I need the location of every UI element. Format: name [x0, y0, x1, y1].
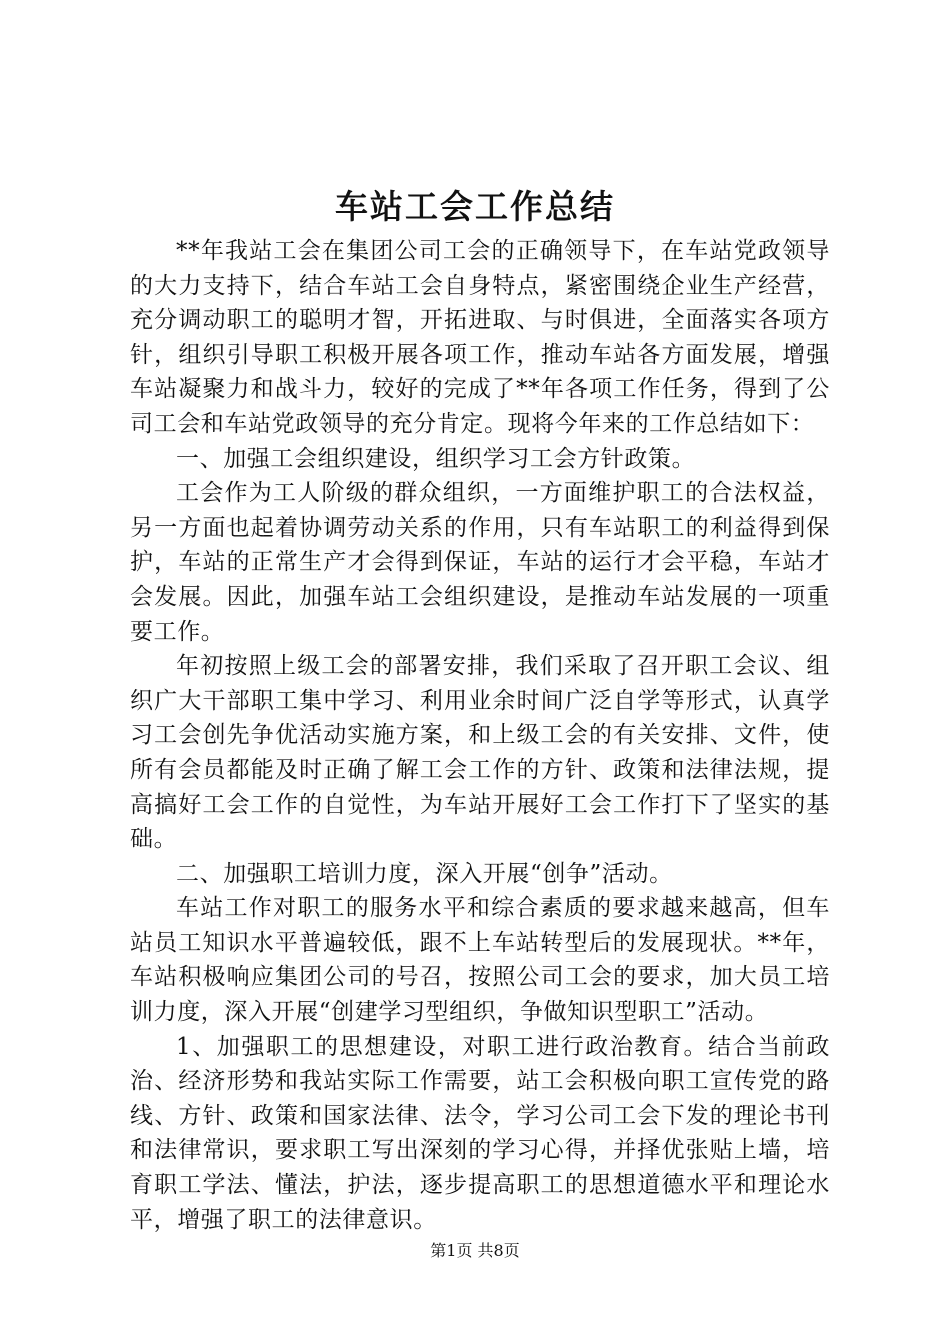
section-heading-1: 一、加强工会组织建设，组织学习工会方针政策。: [176, 445, 696, 472]
paragraph-training: 车站工作对职工的服务水平和综合素质的要求越来越高，但车站员工知识水平普遍较低，跟不上车站转型后的发展现状。**年，车站积极响应集团公司的号召，按照公司工会的要求，加大员工培训力度，深入开展“创建学习型组织，争做知识型职工”活动。: [130, 895, 830, 1026]
page-footer: 第1页 共8页: [430, 1241, 520, 1260]
section-heading-2: 二、加强职工培训力度，深入开展“创争”活动。: [176, 860, 673, 887]
paragraph-union-role: 工会作为工人阶级的群众组织，一方面维护职工的合法权益，另一方面也起着协调劳动关系的作用，只有车站职工的利益得到保护，车站的正常生产才会得到保证，车站的运行才会平稳，车站才会发展。因此，加强车站工会组织建设，是推动车站发展的一项重要工作。: [130, 480, 830, 645]
document-body: [130, 234, 830, 1237]
paragraph-intro: **年我站工会在集团公司工会的正确领导下，在车站党政领导的大力支持下，结合车站工会自身特点，紧密围绕企业生产经营，充分调动职工的聪明才智，开拓进取、与时俱进，全面落实各项方针，组织引导职工积极开展各项工作，推动车站各方面发展，增强车站凝聚力和战斗力，较好的完成了**年各项工作任务，得到了公司工会和车站党政领导的充分肯定。现将今年来的工作总结如下：: [130, 238, 830, 437]
paragraph-study-arrangement: 年初按照上级工会的部署安排，我们采取了召开职工会议、组织广大干部职工集中学习、利用业余时间广泛自学等形式，认真学习工会创先争优活动实施方案，和上级工会的有关安排、文件，使所有会员都能及时正确了解工会工作的方针、政策和法律法规，提高搞好工会工作的自觉性，为车站开展好工会工作打下了坚实的基础。: [130, 653, 830, 853]
paragraph-ideology: 1、加强职工的思想建设，对职工进行政治教育。结合当前政治、经济形势和我站实际工作需要，站工会积极向职工宣传党的路线、方针、政策和国家法律、法令，学习公司工会下发的理论书刊和法律常识，要求职工写出深刻的学习心得，并择优张贴上墙，培育职工学法、懂法，护法，逐步提高职工的思想道德水平和理论水平，增强了职工的法律意识。: [130, 1033, 830, 1233]
document-title: 车站工会工作总结: [335, 187, 615, 226]
